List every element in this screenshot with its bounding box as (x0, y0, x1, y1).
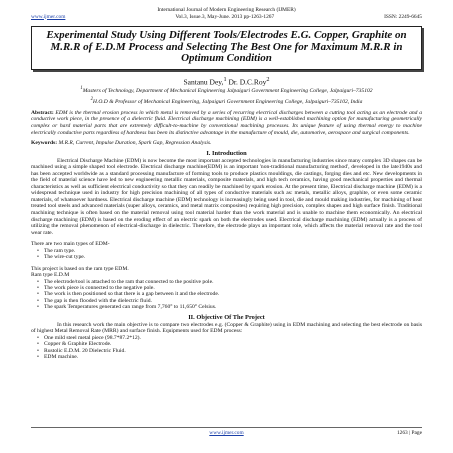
author-1: Santanu Dey, (183, 77, 224, 87)
edm-types-list (31, 248, 422, 261)
journal-website-link[interactable]: www.ijmer.com (31, 13, 66, 20)
section-2-heading: II. Objective Of The Project (188, 313, 265, 321)
edm-types-intro: There are two main types of EDM- (31, 241, 110, 248)
objective-paragraph: In this research work the main objective is to compare two electrodes e.g. (Copper & Graphite) using in EDM machining and selecting the best electrode on basis of highest Metal Removal Rate (MRR) and surface finish. Equipments used for EDM process: (31, 321, 422, 335)
list-item: • The ram type. (37, 248, 422, 254)
list-item: • The gap is then flooded with the dielectric fluid. (37, 298, 422, 304)
list-item: • The electrode/tool is attached to the ram that connected to the positive pole. (37, 279, 422, 285)
list-item: • The spark Temperatures generated can range from 7,760° to 11,650° Celsius. (37, 304, 422, 310)
author-1-sup: 1 (223, 75, 227, 83)
abstract (31, 110, 422, 137)
footer-website-link[interactable]: www.ijmer.com (209, 430, 244, 436)
list-item: • Copper & Graphite Electrode. (37, 341, 422, 347)
abstract-text: EDM is the thermal erosion process in which metal is removed by a series of recurring electrical discharges between a cutting tool acting as an electrode and a conductive work piece, in the presence of a dielectric fluid. Electrical discharge machining (EDM) is a well-established machining option for manufacturing geometrically complex or hard material parts that are extremely difficult-to-machine by conventional machining processes. Its unique feature of using thermal energy to machine electrically conductive parts regardless of hardness has been its distinctive advantage in the manufacture of mould, die, automotive, aerospace and surgical components. (31, 109, 422, 136)
author-2: Dr. D.C.Roy (226, 77, 267, 87)
list-item: • The work piece is connected to the negative pole. (37, 285, 422, 291)
affiliation-1 (31, 86, 422, 95)
list-item: • EDM machine. (37, 354, 422, 360)
paper-title: Experimental Study Using Different Tools/Electrodes E.G. Copper, Graphite on M.R.R of E.D.M Process and Selecting The Best One for Maximum M.R.R in Optimum Condition (31, 26, 422, 70)
journal-issn: ISSN: 2249-6645 (384, 13, 422, 20)
list-item: • The work is then positioned so that there is a gap between it and the electrode. (37, 291, 422, 297)
affiliation-2-sup: 2 (90, 96, 93, 102)
keywords-text: M.R.R, Current, Impulse Duration, Spark Gap, Regression Analysis. (57, 139, 212, 146)
project-basis-line: This project is based on the ram type EDM. (31, 265, 129, 272)
journal-volume: Vol.3, Issue.3, May-June. 2013 pp-1263-1267 (175, 13, 275, 20)
author-line (31, 75, 422, 87)
keywords-label: Keywords: (31, 139, 58, 146)
list-item: • Rustolic E.D.M. 20 Dielectric Fluid. (37, 348, 422, 354)
list-item: • The wire-cut type. (37, 254, 422, 260)
list-item: • One mild steel metal piece (98.7*87.2*12). (37, 335, 422, 341)
equipment-list (31, 335, 422, 361)
journal-name: International Journal of Modern Engineering Research (IJMER) (157, 7, 296, 13)
affiliation-2 (31, 97, 422, 106)
author-2-sup: 2 (266, 75, 270, 83)
journal-info-row (31, 14, 422, 21)
ram-type-list (31, 279, 422, 311)
affiliation-1-sup: 1 (80, 86, 83, 92)
affiliation-1-text: Masters of Technology, Department of Mechanical Engineering Jalpaiguri Government Engineering College, Jalpaiguri–735102 (82, 88, 373, 95)
keywords (31, 140, 422, 147)
section-1-heading: I. Introduction (206, 149, 247, 157)
page-footer (31, 427, 422, 436)
affiliation-2-text: H.O.D & Professor of Mechanical Engineering, Jalpaiguri Government Engineering College, Jalpaiguri–735102, India (92, 98, 363, 105)
intro-paragraph: Electrical Discharge Machine (EDM) is now become the most important accepted technologies in manufacturing industries since many complex 3D shapes can be machined using a simple shaped tool electrode. Electrical discharge machine(EDM) is an important 'non-traditional manufacturing method', developed in the late1940s and has been accepted worldwide as a standard processing manufacture of forming tools to produce plastics mouldings, die castings, forging dies and etc. New developments in the field of material science have led to new engineering metallic materials, composite materials, and high tech ceramics, having good mechanical properties and thermal characteristics as well as sufficient electrical conductivity so that they can readily be machined by spark erosion. At the present time, Electrical discharge machine (EDM) is a widespread technique used in industry for high precision machining of all types of conductive materials such as: metals, metallic alloys, graphite, or even some ceramic materials, of whatsoever hardness. Electrical discharge machine (EDM) technology is increasingly being used in tool, die and mould making industries, for machining of heat treated tool steels and advanced materials (super alloys, ceramics, and metal matrix composites) requiring high precision, complex shapes and high surface finish. Traditional machining technique is often based on the material removal using tool material harder than the work material and is unable to machine them economically. An electrical discharge machining (EDM) is based on the eroding effect of an electric spark on both the electrodes used. Electrical discharge machining (EDM) actually is a process of utilizing the removal phenomenon of electrical-discharge in dielectric. Therefore, the electrode plays an important role, which affects the material removal rate and the tool wear rate. (31, 157, 422, 236)
abstract-label: Abstract: (31, 109, 54, 116)
page-number: 1263 | Page (396, 430, 422, 436)
ram-type-label: Ram type E.D.M (31, 272, 70, 279)
